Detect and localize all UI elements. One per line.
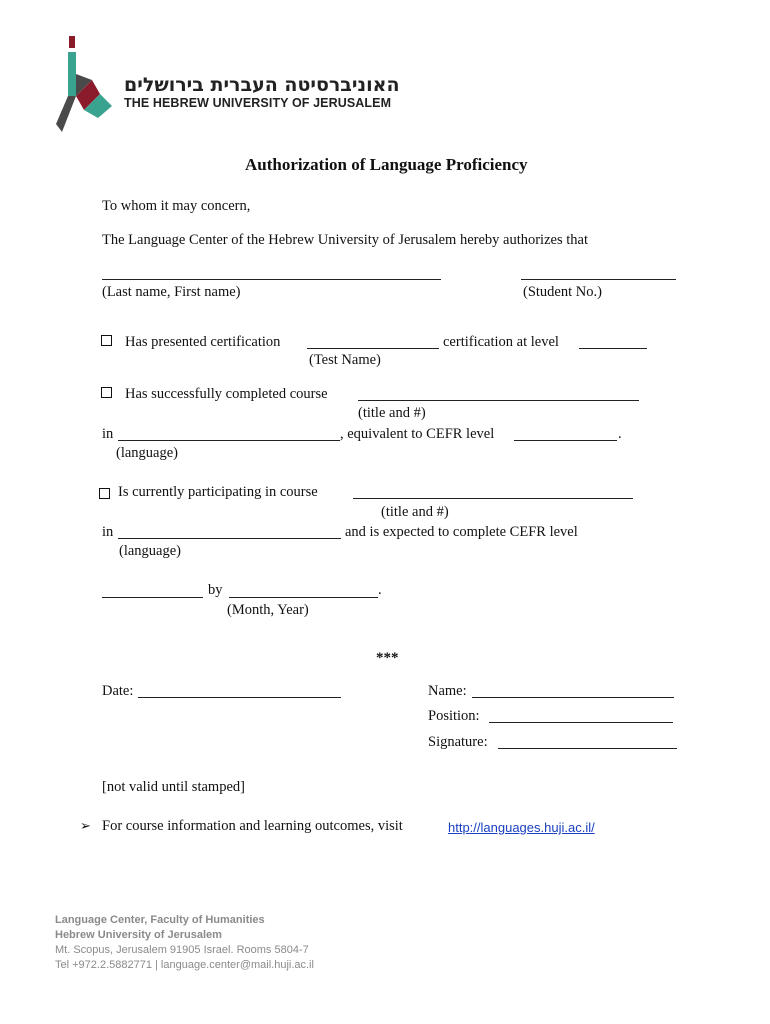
position-field[interactable] — [489, 722, 673, 723]
university-logo-icon — [54, 34, 116, 134]
certification-level-field[interactable] — [579, 348, 647, 349]
name-label: Name: — [428, 683, 467, 699]
intro-text: The Language Center of the Hebrew University of Jerusalem hereby authorizes that — [102, 232, 588, 248]
option2-text-a: Has successfully completed course — [125, 386, 328, 402]
separator: *** — [376, 650, 399, 666]
test-name-caption: (Test Name) — [309, 352, 381, 368]
option1-text-b: certification at level — [443, 334, 559, 350]
completed-course-title-caption: (title and #) — [358, 405, 426, 421]
expected-cefr-level-field[interactable] — [102, 597, 203, 598]
name-caption: (Last name, First name) — [102, 284, 241, 300]
month-year-caption: (Month, Year) — [227, 602, 309, 618]
participating-course-language-caption: (language) — [119, 543, 181, 559]
footer-line-3: Mt. Scopus, Jerusalem 91905 Israel. Rooms 5804-7 — [55, 944, 309, 956]
university-name-hebrew: האוניברסיטה העברית בירושלים — [124, 74, 400, 96]
bullet-arrow-icon: ➢ — [80, 819, 91, 834]
test-name-field[interactable] — [307, 348, 439, 349]
completed-course-language-caption: (language) — [116, 445, 178, 461]
completion-date-field[interactable] — [229, 597, 378, 598]
university-name-english: THE HEBREW UNIVERSITY OF JERUSALEM — [124, 96, 392, 110]
footer-line-2: Hebrew University of Jerusalem — [55, 929, 222, 941]
footer-address — [55, 913, 314, 973]
certification-checkbox[interactable] — [101, 335, 112, 346]
option2-end: . — [618, 426, 622, 442]
salutation: To whom it may concern, — [102, 198, 251, 214]
option3-text-b: and is expected to complete CEFR level — [345, 524, 578, 540]
option1-text-a: Has presented certification — [125, 334, 281, 350]
participating-course-language-field[interactable] — [118, 538, 341, 539]
name-field[interactable] — [102, 279, 441, 280]
signature-label: Signature: — [428, 734, 488, 750]
participating-course-title-field[interactable] — [353, 498, 633, 499]
stamp-note: [not valid until stamped] — [102, 779, 245, 795]
position-label: Position: — [428, 708, 480, 724]
completed-cefr-level-field[interactable] — [514, 440, 617, 441]
document-title: Authorization of Language Proficiency — [245, 155, 528, 174]
completed-course-checkbox[interactable] — [101, 387, 112, 398]
participating-course-title-caption: (title and #) — [381, 504, 449, 520]
student-number-caption: (Student No.) — [523, 284, 602, 300]
footer-line-1: Language Center, Faculty of Humanities — [55, 914, 265, 926]
by-label: by — [208, 582, 223, 598]
footer-line-4: Tel +972.2.5882771 | language.center@mail.huji.ac.il — [55, 959, 314, 971]
completed-course-title-field[interactable] — [358, 400, 639, 401]
option3-in-label: in — [102, 524, 114, 540]
option2-text-b: , equivalent to CEFR level — [340, 426, 495, 442]
languages-website-link[interactable]: http://languages.huji.ac.il/ — [448, 820, 595, 835]
signature-field[interactable] — [498, 748, 677, 749]
info-text: For course information and learning outcomes, visit — [102, 818, 403, 834]
date-field[interactable] — [138, 697, 341, 698]
student-number-field[interactable] — [521, 279, 676, 280]
option3-text-a: Is currently participating in course — [118, 484, 318, 500]
date-label: Date: — [102, 683, 134, 699]
participating-course-checkbox[interactable] — [99, 488, 110, 499]
completed-course-language-field[interactable] — [118, 440, 340, 441]
option2-in-label: in — [102, 426, 114, 442]
by-line-end: . — [378, 582, 382, 598]
signer-name-field[interactable] — [472, 697, 674, 698]
